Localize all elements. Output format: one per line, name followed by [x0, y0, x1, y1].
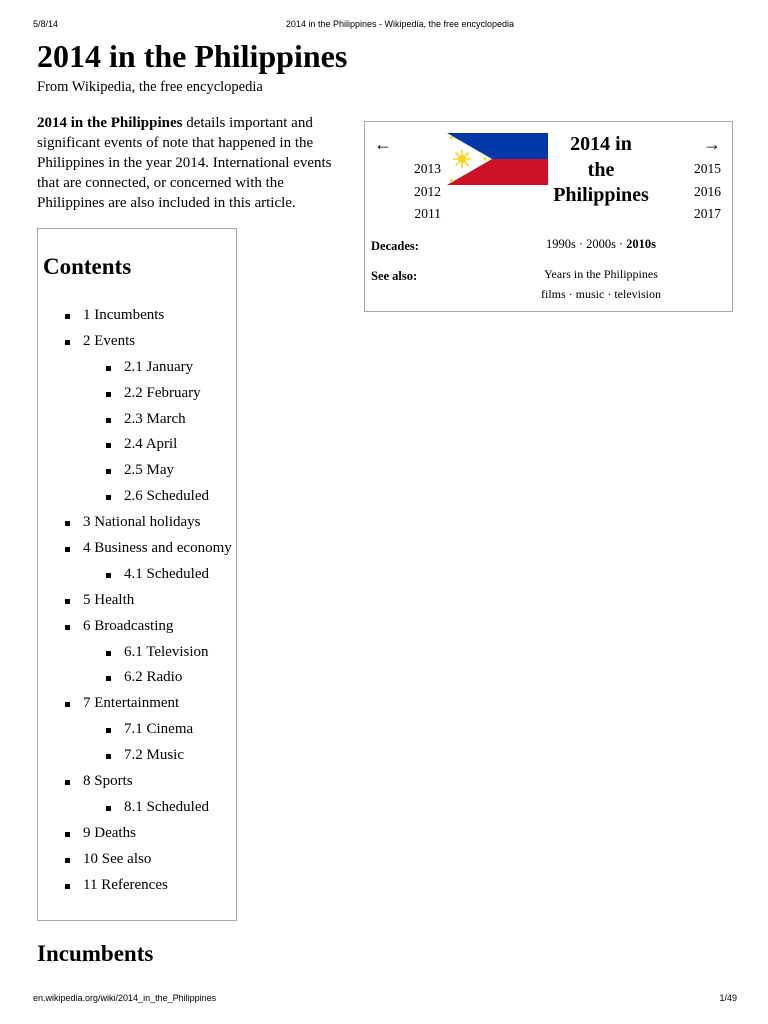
toc-item[interactable]: [38, 821, 236, 847]
square-bullet-icon: [65, 702, 70, 707]
toc-label: See also: [101, 850, 152, 867]
toc-number: 7.2: [124, 747, 143, 764]
toc-item[interactable]: [38, 588, 236, 614]
toc-label: April: [145, 436, 178, 453]
separator-dot: ·: [578, 237, 584, 251]
toc-number: 9: [83, 824, 91, 841]
toc-number: 10: [83, 850, 98, 867]
intro-paragraph: [37, 113, 332, 213]
square-bullet-icon: [65, 547, 70, 552]
decades-label: Decades:: [371, 239, 419, 253]
toc-item[interactable]: [38, 329, 236, 355]
intro-line: Philippines in the year 2014. International events: [37, 155, 332, 171]
toc-item[interactable]: [38, 458, 236, 484]
square-bullet-icon: [65, 832, 70, 837]
toc-item[interactable]: [38, 355, 236, 381]
toc-label: Scheduled: [146, 565, 209, 582]
toc-number: 2.1: [124, 358, 143, 375]
square-bullet-icon: [65, 625, 70, 630]
toc-link[interactable]: [83, 847, 151, 873]
toc-number: 2.6: [124, 488, 143, 505]
toc-item[interactable]: [38, 873, 236, 899]
see-also-topic-link[interactable]: television: [614, 287, 661, 301]
toc-link[interactable]: [124, 795, 209, 821]
toc-label: May: [146, 462, 174, 479]
intro-line: [37, 113, 332, 133]
infobox-title-line: 2014 in: [570, 133, 632, 155]
intro-text: details important and: [186, 115, 313, 131]
toc-link[interactable]: [124, 432, 177, 458]
toc-link[interactable]: [124, 717, 193, 743]
separator-dot: ·: [618, 237, 624, 251]
toc-link[interactable]: [124, 355, 193, 381]
toc-item[interactable]: [38, 743, 236, 769]
philippines-flag-image[interactable]: [447, 133, 548, 185]
decade-link[interactable]: 1990s: [546, 237, 576, 251]
next-year-link[interactable]: 2016: [694, 183, 721, 199]
separator-dot: ·: [607, 287, 612, 301]
toc-number: 3: [83, 514, 91, 531]
toc-number: 6.2: [124, 669, 143, 686]
decade-link[interactable]: 2000s: [586, 237, 616, 251]
intro-line: that are connected, or concerned with the: [37, 175, 284, 191]
toc-label: Business and economy: [94, 540, 232, 557]
square-bullet-icon: [106, 651, 111, 656]
previous-year-link[interactable]: 2013: [414, 161, 441, 176]
next-year-link[interactable]: 2015: [694, 161, 721, 176]
page-title: 2014 in the Philippines: [37, 38, 348, 74]
square-bullet-icon: [65, 521, 70, 526]
square-bullet-icon: [106, 806, 111, 811]
toc-item[interactable]: [38, 407, 236, 433]
toc-number: 7: [83, 695, 91, 712]
toc-item[interactable]: [38, 562, 236, 588]
toc-link[interactable]: [124, 484, 209, 510]
square-bullet-icon: [106, 573, 111, 578]
toc-link[interactable]: [83, 821, 136, 847]
toc-label: Scheduled: [146, 798, 209, 815]
toc-label: Scheduled: [146, 488, 209, 505]
toc-item[interactable]: [38, 665, 236, 691]
toc-link[interactable]: [124, 743, 184, 769]
see-also-label: See also:: [371, 269, 418, 283]
toc-link[interactable]: [83, 873, 168, 899]
print-page-title: 2014 in the Philippines - Wikipedia, the free encyclopedia: [285, 19, 515, 29]
toc-item[interactable]: [38, 381, 236, 407]
toc-number: 2: [83, 332, 91, 349]
arrow-left-icon[interactable]: ←: [374, 134, 392, 154]
square-bullet-icon: [65, 340, 70, 345]
toc-label: National holidays: [94, 514, 201, 531]
toc-label: January: [146, 358, 194, 375]
square-bullet-icon: [106, 676, 111, 681]
toc-label: Entertainment: [94, 695, 180, 712]
toc-label: Events: [94, 332, 136, 349]
toc-item[interactable]: [38, 640, 236, 666]
toc-link[interactable]: [124, 562, 209, 588]
toc-number: 2.4: [124, 436, 143, 453]
site-tagline: From Wikipedia, the free encyclopedia: [37, 79, 263, 95]
toc-number: 8.1: [124, 798, 143, 815]
toc-link[interactable]: [124, 640, 209, 666]
toc-label: Incumbents: [94, 307, 165, 323]
toc-link[interactable]: [83, 691, 179, 717]
toc-link[interactable]: [124, 665, 182, 691]
toc-link[interactable]: [124, 381, 201, 407]
toc-number: 2.3: [124, 410, 143, 427]
toc-link[interactable]: [83, 510, 200, 536]
toc-link[interactable]: [124, 407, 186, 433]
square-bullet-icon: [106, 418, 111, 423]
toc-link[interactable]: [83, 769, 133, 795]
toc-number: 8: [83, 773, 91, 790]
square-bullet-icon: [106, 366, 111, 371]
toc-link[interactable]: [83, 588, 134, 614]
square-bullet-icon: [106, 469, 111, 474]
toc-link[interactable]: [83, 614, 173, 640]
toc-label: February: [146, 384, 201, 401]
sun-icon: [454, 151, 471, 168]
print-date: 5/8/14: [33, 19, 59, 29]
next-year-link[interactable]: 2017: [694, 206, 721, 221]
toc-link[interactable]: [83, 329, 135, 355]
toc-number: 1: [83, 307, 91, 323]
decades-list: [501, 236, 701, 252]
square-bullet-icon: [106, 495, 111, 500]
toc-item[interactable]: [38, 847, 236, 873]
see-also-topic-link[interactable]: music: [575, 287, 605, 301]
intro-line: significant events of note that happened in the: [37, 135, 314, 151]
intro-lead-bold: 2014 in the Philippines: [37, 115, 183, 131]
toc-item[interactable]: [38, 303, 236, 329]
infobox-title-line: Philippines: [553, 184, 649, 206]
square-bullet-icon: [65, 884, 70, 889]
toc-label: Music: [146, 747, 184, 764]
toc-number: 6.1: [124, 643, 143, 660]
toc-label: References: [101, 876, 168, 893]
toc-label: Broadcasting: [94, 617, 174, 634]
toc-number: 11: [83, 876, 98, 893]
toc-number: 4: [83, 540, 91, 557]
previous-year-link[interactable]: 2012: [414, 183, 441, 199]
toc-item[interactable]: [38, 432, 236, 458]
toc-link[interactable]: [83, 303, 164, 329]
toc-number: 7.1: [124, 721, 143, 738]
toc-label: Deaths: [94, 824, 136, 841]
square-bullet-icon: [65, 858, 70, 863]
toc-item[interactable]: [38, 795, 236, 821]
square-bullet-icon: [106, 728, 111, 733]
arrow-right-icon[interactable]: →: [703, 134, 721, 154]
section-heading-incumbents: Incumbents: [37, 941, 154, 966]
see-also-topic-link[interactable]: films: [540, 287, 566, 301]
toc-number: 2.2: [124, 384, 143, 401]
toc-label: March: [146, 410, 186, 427]
square-bullet-icon: [106, 443, 111, 448]
toc-link[interactable]: [124, 458, 174, 484]
square-bullet-icon: [65, 314, 70, 319]
toc-item[interactable]: [38, 484, 236, 510]
toc-item[interactable]: [38, 691, 236, 717]
table-of-contents: [37, 228, 237, 921]
toc-link[interactable]: [83, 536, 232, 562]
square-bullet-icon: [106, 392, 111, 397]
print-page-number: 1/49: [719, 993, 737, 1003]
toc-item[interactable]: [38, 510, 236, 536]
toc-number: 5: [83, 591, 91, 608]
see-also-main-link[interactable]: Years in the Philippines: [544, 267, 658, 281]
toc-label: Radio: [146, 669, 183, 686]
toc-number: 4.1: [124, 565, 143, 582]
intro-line: Philippines are also included in this article.: [37, 195, 296, 211]
infobox-title-line: the: [587, 158, 615, 181]
toc-number: 2.5: [124, 462, 143, 479]
square-bullet-icon: [65, 599, 70, 604]
square-bullet-icon: [106, 754, 111, 759]
toc-label: Television: [146, 643, 209, 660]
toc-label: Cinema: [146, 721, 194, 738]
toc-number: 6: [83, 617, 91, 634]
see-also-topics: [501, 284, 701, 304]
toc-item[interactable]: [38, 769, 236, 795]
print-url: en.wikipedia.org/wiki/2014_in_the_Philippines: [33, 993, 217, 1003]
previous-years-list: [381, 158, 441, 226]
toc-item[interactable]: [38, 717, 236, 743]
separator-dot: ·: [568, 287, 573, 301]
toc-item[interactable]: [38, 614, 236, 640]
decade-current: 2010s: [626, 237, 656, 251]
toc-heading: Contents: [43, 254, 132, 279]
sun-disc: [458, 155, 466, 163]
next-years-list: [694, 158, 730, 226]
toc-list: [38, 303, 236, 898]
square-bullet-icon: [65, 780, 70, 785]
see-also-values: [501, 264, 701, 304]
toc-label: Health: [94, 591, 135, 608]
infobox-title: [546, 132, 656, 209]
toc-label: Sports: [94, 773, 133, 790]
previous-year-link[interactable]: 2011: [414, 206, 441, 221]
toc-item[interactable]: [38, 536, 236, 562]
year-navigation-infobox: [364, 121, 733, 312]
